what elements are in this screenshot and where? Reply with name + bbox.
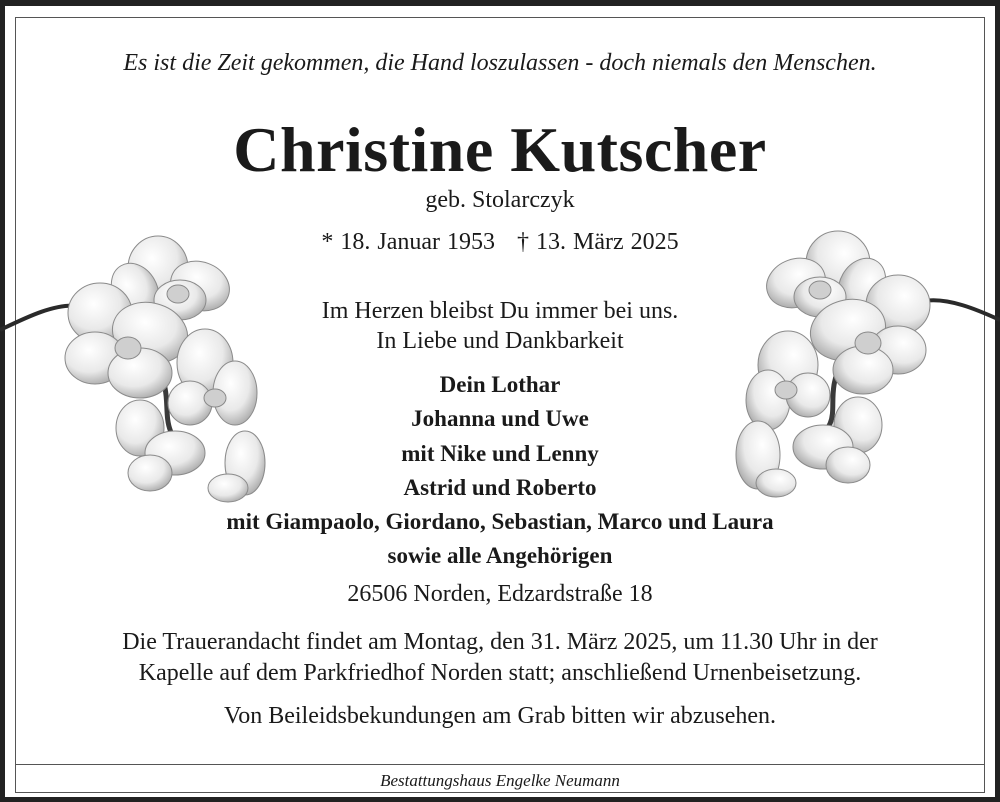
life-dates <box>0 229 1000 256</box>
family-member: Johanna und Uwe <box>411 406 589 432</box>
farewell-line: Im Herzen bleibst Du immer bei uns. <box>321 298 679 324</box>
birth-date: * 18. Januar 1953 <box>321 229 495 255</box>
condolence-note: Von Beileidsbekundungen am Grab bitten wir abzusehen. <box>223 703 777 729</box>
birth-name: geb. Stolarczyk <box>425 187 575 213</box>
family-member: sowie alle Angehörigen <box>387 543 613 569</box>
family-member: mit Giampaolo, Giordano, Sebastian, Marco und Laura <box>226 509 774 535</box>
family-member: Astrid und Roberto <box>403 474 597 500</box>
family-member: Dein Lothar <box>439 372 561 397</box>
ceremony-line: Kapelle auf dem Parkfriedhof Norden statt; anschließend Urnenbeisetzung. <box>138 660 862 686</box>
undertaker-credit <box>0 771 1000 791</box>
undertaker-name: Bestattungshaus Engelke Neumann <box>366 771 634 790</box>
motto: Es ist die Zeit gekommen, die Hand loszulassen - doch niemals den Menschen. <box>123 50 877 76</box>
family-list <box>0 368 1000 574</box>
address: 26506 Norden, Edzardstraße 18 <box>347 581 653 607</box>
death-date: † 13. März 2025 <box>517 229 679 255</box>
deceased-name: Christine Kutscher <box>233 114 767 185</box>
ceremony-line: Die Trauerandacht findet am Montag, den 31. März 2025, um 11.30 Uhr in der <box>122 629 878 655</box>
footer-divider <box>15 764 985 765</box>
farewell-line: In Liebe und Dankbarkeit <box>376 328 624 354</box>
ceremony-info <box>0 627 1000 689</box>
family-member: mit Nike und Lenny <box>401 440 599 466</box>
